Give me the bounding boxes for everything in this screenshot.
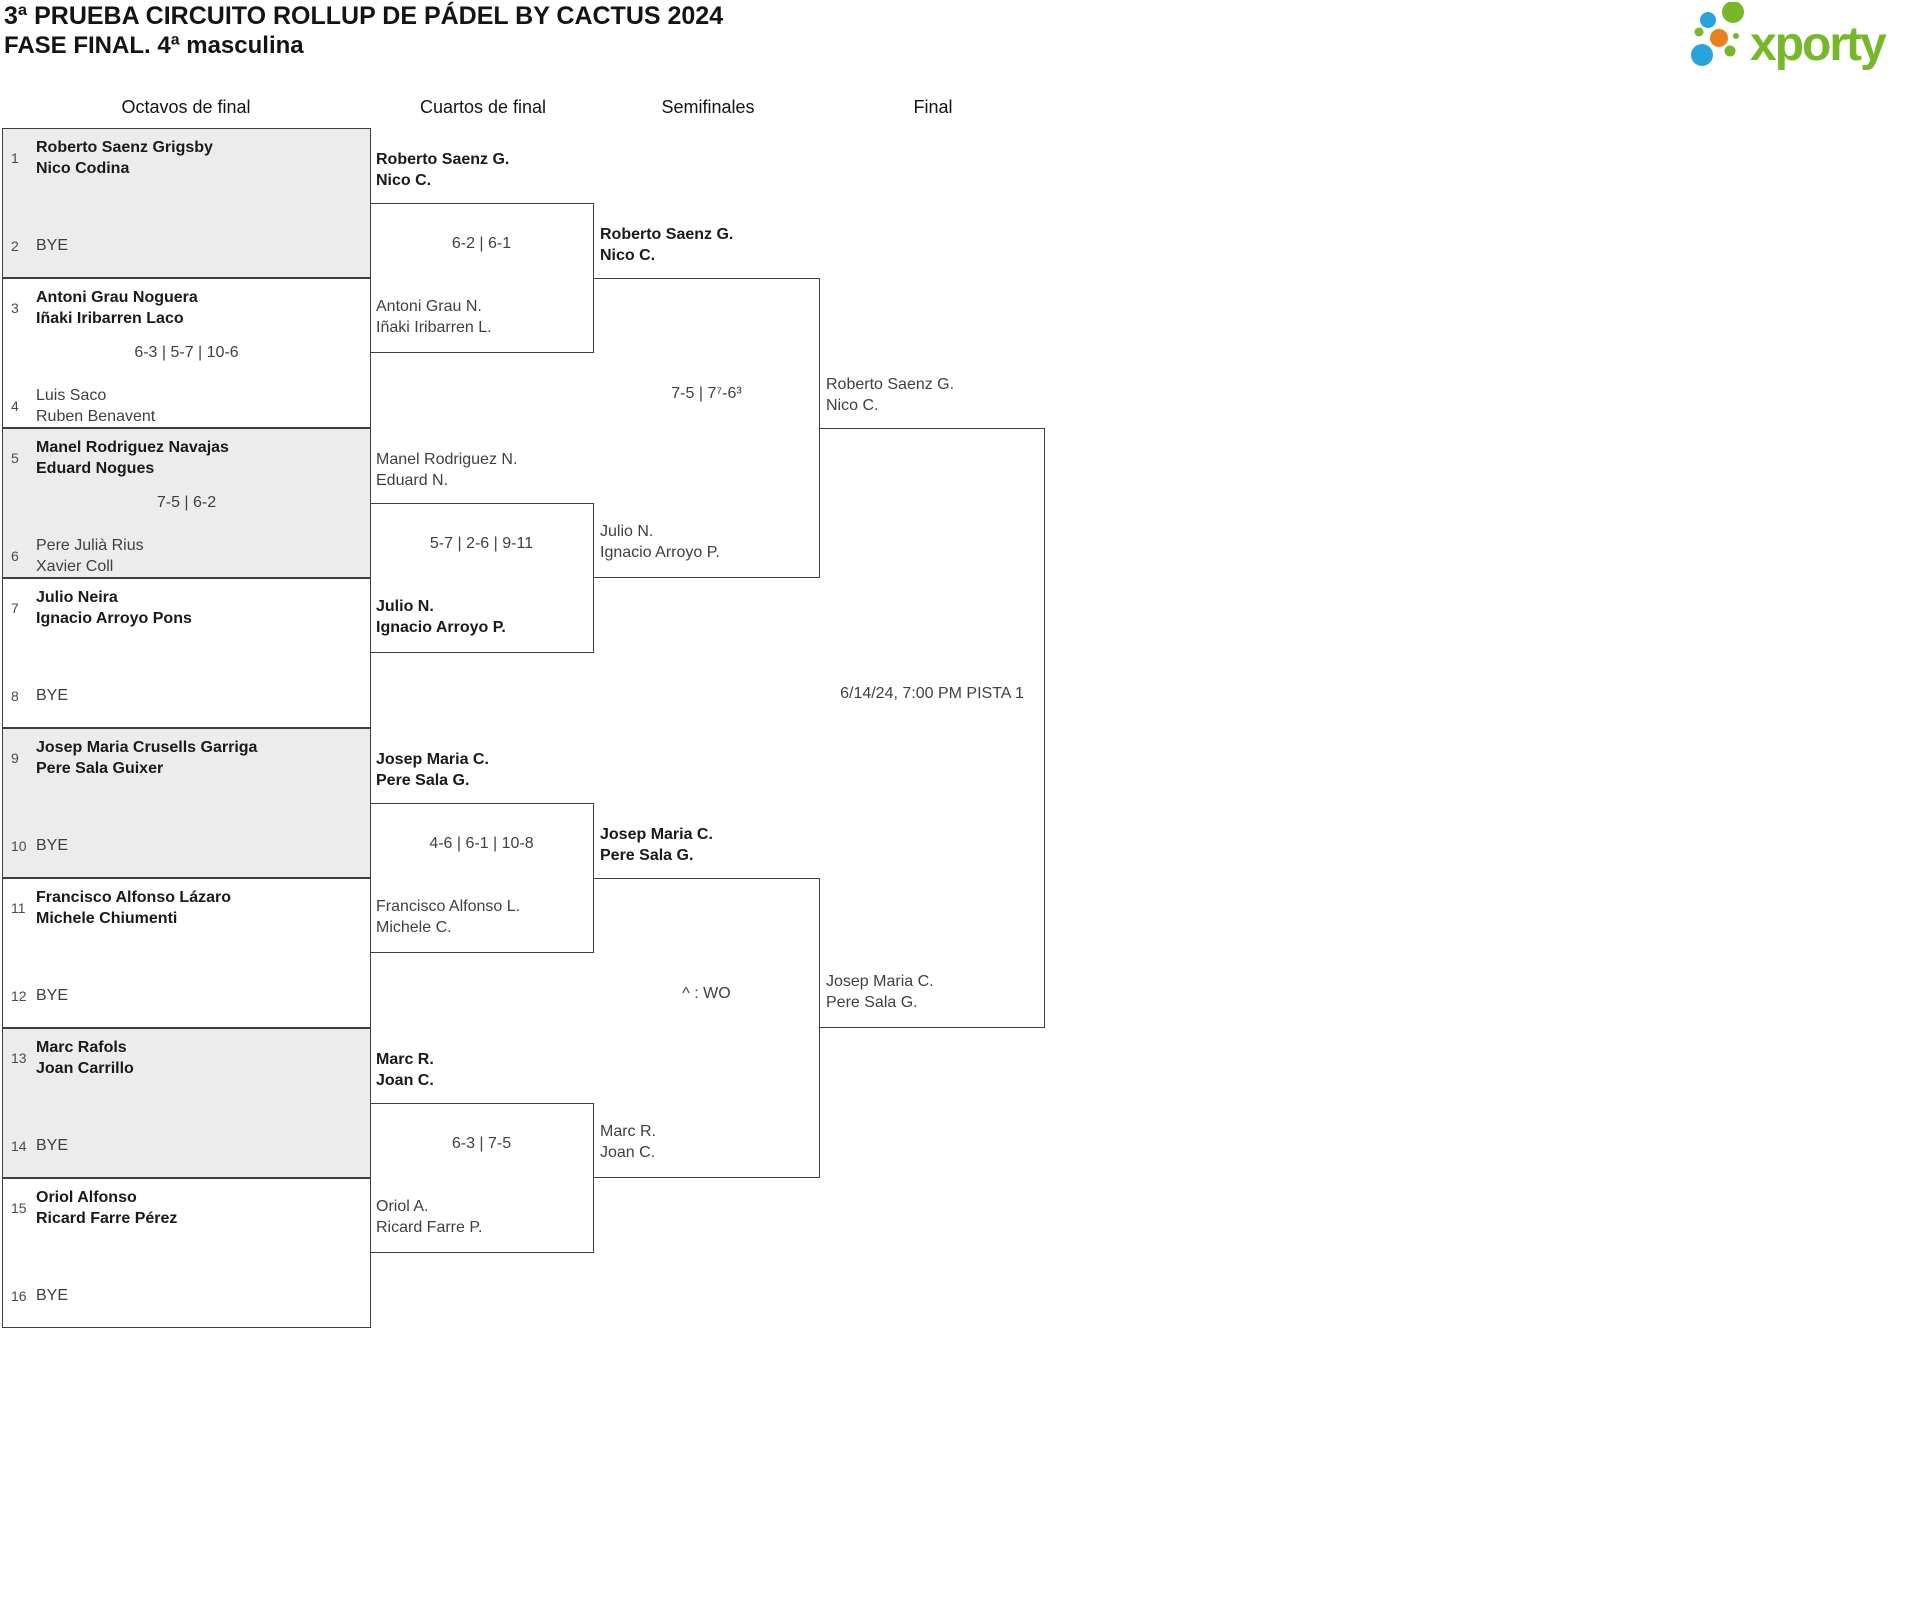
team-label: Marc R. Joan C.	[376, 1051, 434, 1089]
team-label: Josep Maria C. Pere Sala G.	[826, 973, 934, 1011]
xporty-logo-text: xporty	[1750, 18, 1885, 71]
seed-number: 4	[11, 398, 19, 414]
r16-match-7	[2, 1028, 371, 1178]
sf-match-2	[594, 826, 820, 1178]
match-score: 6-3 | 5-7 | 10-6	[134, 344, 239, 361]
team-entry: 11 Francisco Alfonso Lázaro Michele Chiumenti	[11, 889, 231, 927]
match-score: ^ : WO	[682, 985, 731, 1002]
qf-match-3	[370, 751, 594, 953]
seed-number: 14	[11, 1137, 27, 1154]
seed-number: 3	[11, 300, 19, 316]
seed-number: 13	[11, 1050, 27, 1066]
seed-number: 5	[11, 450, 19, 466]
team-entry: 16 BYE	[11, 1287, 69, 1304]
team-entry: 5 Manel Rodriguez Navajas Eduard Nogues	[11, 439, 229, 477]
team-label: Julio N. Ignacio Arroyo P.	[376, 598, 506, 636]
team-entry: 9 Josep Maria Crusells Garriga Pere Sala Guixer	[11, 739, 258, 777]
team-label: Oriol A. Ricard Farre P.	[376, 1198, 483, 1236]
qf-match-1	[370, 151, 594, 353]
round-header-semifinales: Semifinales	[661, 97, 755, 117]
team-label: Josep Maria C. Pere Sala G.	[600, 826, 713, 864]
team-label: Josep Maria C. Pere Sala G.	[376, 751, 489, 789]
team-entry: 4 Luis Saco Ruben Benavent	[11, 387, 156, 425]
r16-match-8	[2, 1178, 371, 1328]
xporty-logo-dots	[1691, 2, 1744, 66]
match-score: 7-5 | 6-2	[156, 494, 217, 511]
team-entry: 10 BYE	[11, 837, 69, 854]
round-header-final: Final	[913, 97, 953, 117]
team-entry: 14 BYE	[11, 1137, 69, 1154]
seed-number: 10	[11, 837, 27, 854]
team-label: Marc R. Joan C.	[600, 1123, 656, 1161]
r16-match-6	[2, 878, 371, 1028]
team-label: Julio N. Ignacio Arroyo P.	[600, 523, 720, 561]
seed-number: 11	[11, 900, 26, 916]
team-label: Roberto Saenz G. Nico C.	[600, 226, 734, 264]
team-label: Manel Rodriguez N. Eduard N.	[376, 451, 518, 489]
team-entry: 6 Pere Julià Rius Xavier Coll	[11, 537, 144, 575]
team-entry: 2 BYE	[11, 237, 69, 254]
qf-match-4	[370, 1051, 594, 1253]
team-entry: 15 Oriol Alfonso Ricard Farre Pérez	[11, 1189, 178, 1227]
seed-number: 12	[11, 987, 27, 1004]
team-entry: 13 Marc Rafols Joan Carrillo	[11, 1039, 134, 1077]
seed-number: 7	[11, 600, 19, 616]
tournament-subtitle: FASE FINAL. 4ª masculina	[4, 32, 304, 59]
team-entry: 12 BYE	[11, 987, 69, 1004]
seed-number: 6	[11, 548, 19, 564]
match-score: 7-5 | 7⁷-6³	[671, 385, 742, 402]
match-score: 6-3 | 7-5	[451, 1135, 512, 1152]
seed-number: 16	[11, 1287, 27, 1304]
round-header-octavos: Octavos de final	[121, 97, 251, 117]
r16-match-4	[2, 578, 371, 728]
seed-number: 8	[11, 687, 19, 704]
match-schedule: 6/14/24, 7:00 PM PISTA 1	[840, 685, 1024, 702]
team-entry: 8 BYE	[11, 687, 69, 704]
r16-match-2	[2, 278, 371, 428]
seed-number: 2	[11, 237, 19, 254]
seed-number: 9	[11, 750, 19, 766]
match-score: 6-2 | 6-1	[451, 235, 512, 252]
match-score: 4-6 | 6-1 | 10-8	[429, 835, 534, 852]
match-score: 5-7 | 2-6 | 9-11	[429, 535, 534, 552]
seed-number: 1	[11, 150, 19, 166]
team-label: Roberto Saenz G. Nico C.	[826, 376, 955, 414]
team-entry: 3 Antoni Grau Noguera Iñaki Iribarren Laco	[11, 289, 198, 327]
team-label: Roberto Saenz G. Nico C.	[376, 151, 510, 189]
xporty-logo[interactable]	[1686, 2, 1918, 74]
tournament-title: 3ª PRUEBA CIRCUITO ROLLUP DE PÁDEL BY CACTUS 2024	[4, 2, 724, 30]
final-match	[820, 376, 1045, 1028]
r16-match-1	[2, 128, 371, 278]
team-entry: 7 Julio Neira Ignacio Arroyo Pons	[11, 589, 192, 627]
round-header-cuartos: Cuartos de final	[419, 97, 547, 117]
team-entry: 1 Roberto Saenz Grigsby Nico Codina	[11, 139, 213, 177]
sf-match-1	[594, 226, 820, 578]
team-label: Francisco Alfonso L. Michele C.	[376, 898, 521, 936]
seed-number: 15	[11, 1200, 27, 1216]
team-label: Antoni Grau N. Iñaki Iribarren L.	[376, 298, 492, 336]
r16-match-3	[2, 428, 371, 578]
qf-match-2	[370, 451, 594, 653]
r16-match-5	[2, 728, 371, 878]
